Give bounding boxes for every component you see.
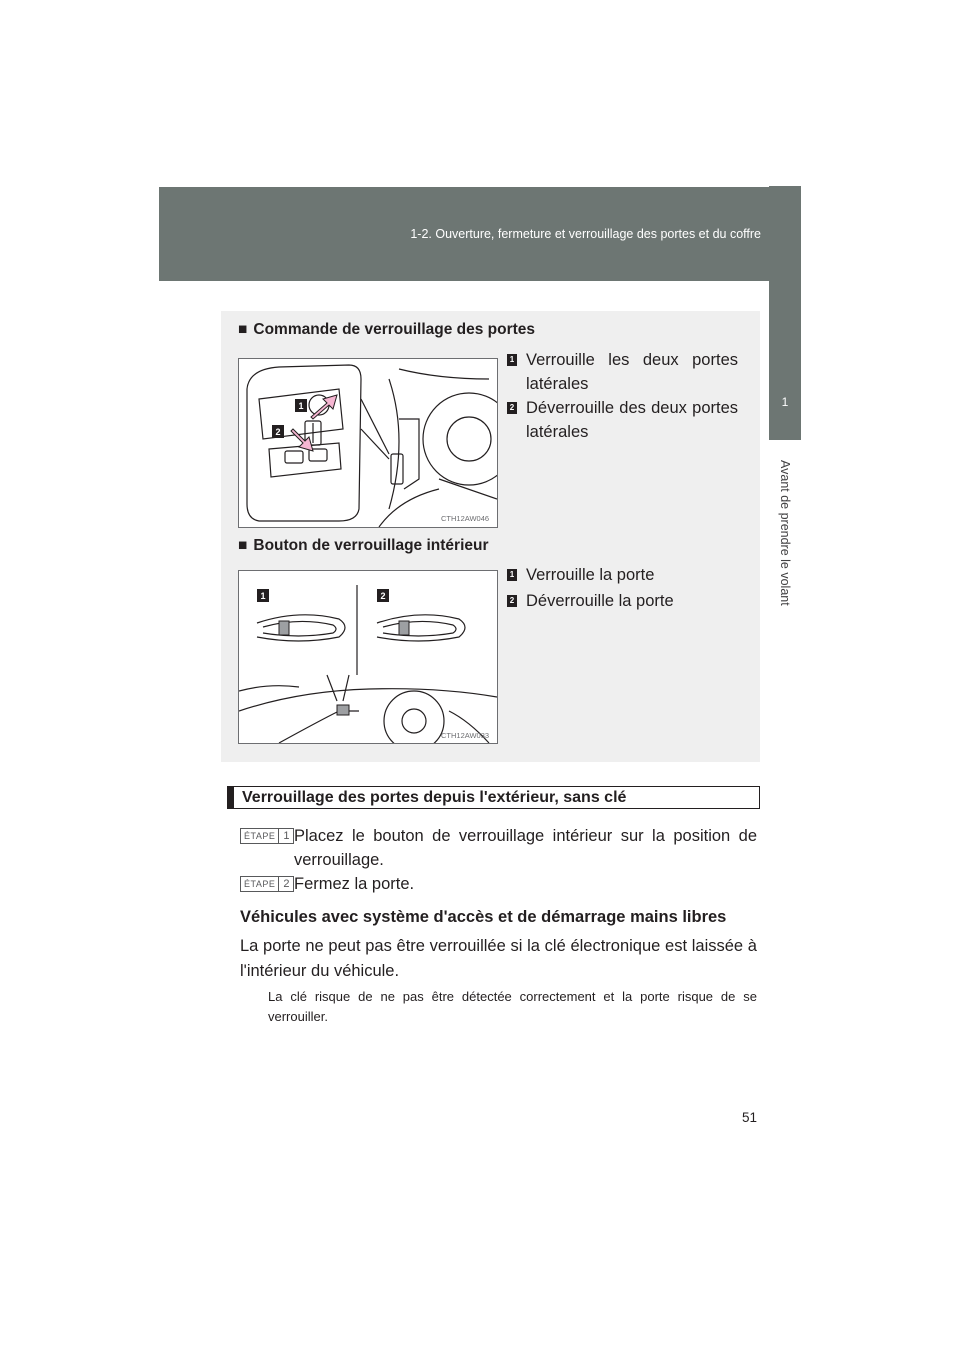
legend-item-unlock <box>507 589 738 613</box>
svg-text:1: 1 <box>298 401 304 411</box>
section-heading-text: Bouton de verrouillage intérieur <box>253 537 489 554</box>
side-tab-top <box>769 186 801 364</box>
step-text: Fermez la porte. <box>294 875 415 893</box>
step-text: Placez le bouton de verrouillage intérieur sur la position de verrouillage. <box>294 827 757 869</box>
badge-2: 2 <box>507 402 517 414</box>
badge-2: 2 <box>507 595 517 607</box>
section-heading-text: Commande de verrouillage des portes <box>253 321 536 338</box>
legend-text: Déverrouille des deux portes latérales <box>526 399 738 441</box>
step-label <box>240 828 294 844</box>
procedure-heading-text: Verrouillage des portes depuis l'extérieur, sans clé <box>242 789 627 806</box>
door-lock-switch-illustration <box>238 358 498 528</box>
step-number: 2 <box>283 878 290 890</box>
step-word: ÉTAPE <box>241 829 279 843</box>
heading-bar <box>228 787 234 808</box>
page-number: 51 <box>742 1110 758 1125</box>
step-word: ÉTAPE <box>241 877 279 891</box>
legend-item-unlock <box>507 396 738 444</box>
step-number: 1 <box>283 830 290 842</box>
image-code: CTH12AW033 <box>441 731 490 740</box>
square-bullet-icon: ■ <box>238 321 248 338</box>
door-lock-switch-legend <box>507 348 738 444</box>
legend-text: Déverrouille la porte <box>526 592 674 610</box>
side-tab-label-text: Avant de prendre le volant <box>778 459 792 606</box>
square-bullet-icon: ■ <box>238 537 248 554</box>
door-lock-switch-drawing <box>239 359 497 527</box>
legend-text: Verrouille les deux portes latérales <box>526 351 738 393</box>
badge-1: 1 <box>507 354 517 366</box>
badge-1: 1 <box>507 569 517 581</box>
chapter-title: 1-2. Ouverture, fermeture et verrouillage des portes et du coffre <box>410 227 761 241</box>
svg-text:1: 1 <box>260 591 266 601</box>
legend-item-lock <box>507 348 738 396</box>
svg-text:2: 2 <box>275 427 281 437</box>
section-heading-door-lock-switch <box>238 321 535 339</box>
side-tab-number: 1 <box>769 364 801 440</box>
inside-lock-button-illustration <box>238 570 498 744</box>
procedure-heading <box>227 786 760 809</box>
legend-text: Verrouille la porte <box>526 566 655 584</box>
section-heading-inside-lock-button <box>238 537 489 555</box>
smart-key-paragraph: La porte ne peut pas être verrouillée si la clé électronique est laissée à l'intérieur du véhicule. <box>240 937 757 980</box>
image-code: CTH12AW046 <box>441 514 490 523</box>
step-label <box>240 876 294 892</box>
chapter-header <box>159 187 801 281</box>
side-tab-label <box>769 445 801 620</box>
inside-lock-button-drawing <box>239 571 497 743</box>
legend-item-lock <box>507 563 738 587</box>
inside-lock-button-legend <box>507 563 738 613</box>
subheading-smart-key: Véhicules avec système d'accès et de démarrage mains libres <box>240 908 727 926</box>
note-text: La clé risque de ne pas être détectée correctement et la porte risque de se verrouiller. <box>268 989 757 1024</box>
svg-text:2: 2 <box>380 591 386 601</box>
